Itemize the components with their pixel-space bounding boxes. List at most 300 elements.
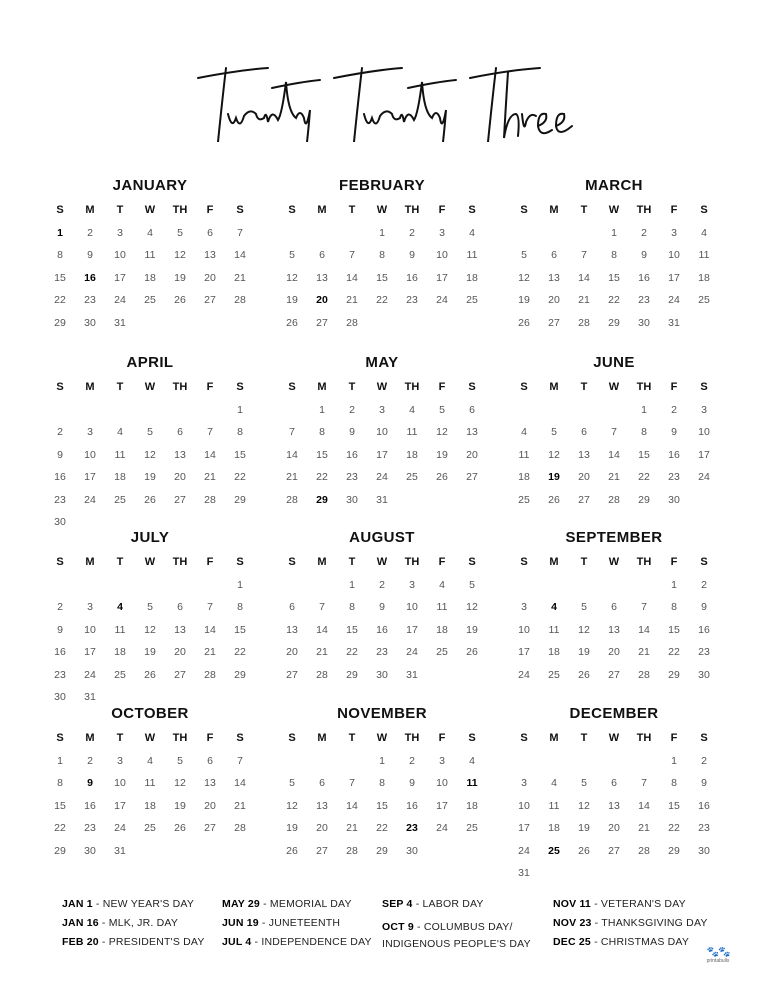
weekday-label: F — [206, 556, 214, 569]
day-cell: 1 — [379, 754, 385, 767]
day-cell: 18 — [114, 646, 126, 659]
weekday-label: S — [288, 732, 296, 745]
weekday-label: S — [56, 204, 64, 217]
day-cell: 21 — [608, 471, 620, 484]
day-cell: 18 — [144, 799, 156, 812]
week-row — [509, 641, 719, 664]
day-cell: 18 — [698, 271, 710, 284]
day-cell: 14 — [578, 271, 590, 284]
holiday-item: JUN 19 - JUNETEENTH — [222, 917, 341, 929]
holiday-day-cell: 11 — [466, 777, 478, 790]
holiday-item: OCT 9 - COLUMBUS DAY/ INDIGENOUS PEOPLE'S DAY — [382, 921, 531, 950]
week-row — [277, 840, 487, 863]
day-cell: 15 — [54, 271, 66, 284]
day-cell: 1 — [57, 754, 63, 767]
week-row — [277, 244, 487, 267]
day-cell: 14 — [204, 623, 216, 636]
day-cell: 14 — [286, 448, 298, 461]
day-cell: 4 — [551, 777, 557, 790]
week-row — [277, 664, 487, 687]
week-row — [277, 312, 487, 335]
weekday-label: T — [580, 556, 588, 569]
day-cell: 7 — [641, 777, 647, 790]
day-cell: 1 — [349, 578, 355, 591]
day-cell: 14 — [234, 249, 246, 262]
day-cell: 15 — [638, 448, 650, 461]
day-cell: 17 — [436, 799, 448, 812]
day-cell: 9 — [57, 448, 63, 461]
day-cell: 18 — [406, 448, 418, 461]
day-cell: 2 — [57, 601, 63, 614]
day-cell: 29 — [234, 668, 246, 681]
day-cell: 6 — [611, 601, 617, 614]
weekday-label: S — [520, 556, 528, 569]
day-cell: 27 — [174, 493, 186, 506]
day-cell: 3 — [701, 403, 707, 416]
weekday-header — [45, 376, 255, 399]
day-cell: 26 — [436, 471, 448, 484]
day-cell: 13 — [466, 426, 478, 439]
week-row — [509, 596, 719, 619]
day-cell: 11 — [114, 448, 126, 461]
day-cell: 1 — [237, 578, 243, 591]
day-cell: 12 — [548, 448, 560, 461]
day-cell: 30 — [376, 668, 388, 681]
day-cell: 10 — [84, 623, 96, 636]
day-cell: 2 — [87, 754, 93, 767]
day-cell: 28 — [346, 844, 358, 857]
day-cell: 16 — [698, 623, 710, 636]
day-cell: 1 — [319, 403, 325, 416]
week-row — [277, 817, 487, 840]
weekday-label: T — [116, 732, 124, 745]
weekday-label: M — [85, 381, 95, 394]
month-grid — [45, 199, 255, 334]
day-cell: 15 — [376, 271, 388, 284]
day-cell: 22 — [608, 294, 620, 307]
day-cell: 25 — [548, 668, 560, 681]
day-cell: 17 — [114, 799, 126, 812]
day-cell: 27 — [316, 316, 328, 329]
week-row — [45, 421, 255, 444]
day-cell: 22 — [376, 822, 388, 835]
weekday-header — [45, 199, 255, 222]
day-cell: 10 — [698, 426, 710, 439]
day-cell: 9 — [409, 777, 415, 790]
month-title: OCTOBER — [111, 705, 189, 722]
day-cell: 7 — [611, 426, 617, 439]
day-cell: 29 — [638, 493, 650, 506]
day-cell: 3 — [117, 226, 123, 239]
weekday-label: M — [85, 204, 95, 217]
day-cell: 23 — [54, 493, 66, 506]
day-cell: 17 — [376, 448, 388, 461]
weekday-label: TH — [172, 204, 188, 217]
day-cell: 24 — [406, 646, 418, 659]
day-cell: 22 — [638, 471, 650, 484]
weekday-label: T — [116, 381, 124, 394]
weekday-label: TH — [404, 732, 420, 745]
day-cell: 31 — [84, 691, 96, 704]
day-cell: 20 — [548, 294, 560, 307]
day-cell: 17 — [406, 623, 418, 636]
day-cell: 30 — [638, 316, 650, 329]
page-title — [0, 22, 768, 142]
day-cell: 4 — [469, 754, 475, 767]
weekday-label: W — [608, 556, 620, 569]
weekday-header — [45, 551, 255, 574]
weekday-label: F — [206, 732, 214, 745]
weekday-label: S — [520, 204, 528, 217]
holiday-item: DEC 25 - CHRISTMAS DAY — [553, 936, 690, 948]
day-cell: 24 — [114, 822, 126, 835]
day-cell: 12 — [466, 601, 478, 614]
week-row — [45, 289, 255, 312]
day-cell: 8 — [237, 601, 243, 614]
day-cell: 22 — [234, 646, 246, 659]
day-cell: 25 — [698, 294, 710, 307]
day-cell: 15 — [376, 799, 388, 812]
day-cell: 27 — [578, 493, 590, 506]
day-cell: 18 — [466, 799, 478, 812]
weekday-label: TH — [636, 381, 652, 394]
day-cell: 19 — [436, 448, 448, 461]
weekday-label: M — [317, 732, 327, 745]
day-cell: 15 — [346, 623, 358, 636]
day-cell: 21 — [346, 294, 358, 307]
day-cell: 18 — [466, 271, 478, 284]
week-row — [45, 664, 255, 687]
day-cell: 26 — [174, 294, 186, 307]
day-cell: 8 — [671, 777, 677, 790]
day-cell: 13 — [174, 448, 186, 461]
weekday-label: F — [670, 204, 678, 217]
day-cell: 26 — [286, 316, 298, 329]
weekday-header — [45, 727, 255, 750]
day-cell: 16 — [54, 471, 66, 484]
weekday-label: TH — [636, 204, 652, 217]
day-cell: 7 — [289, 426, 295, 439]
weekday-label: F — [438, 732, 446, 745]
month-grid — [509, 551, 719, 686]
day-cell: 31 — [376, 493, 388, 506]
day-cell: 29 — [234, 493, 246, 506]
day-cell: 24 — [84, 493, 96, 506]
holiday-item: NOV 23 - THANKSGIVING DAY — [553, 917, 708, 929]
day-cell: 11 — [548, 623, 560, 636]
day-cell: 12 — [144, 448, 156, 461]
day-cell: 9 — [671, 426, 677, 439]
day-cell: 15 — [234, 448, 246, 461]
weekday-header — [509, 551, 719, 574]
day-cell: 5 — [439, 403, 445, 416]
day-cell: 31 — [518, 867, 530, 880]
weekday-label: M — [317, 381, 327, 394]
week-row — [277, 267, 487, 290]
day-cell: 20 — [204, 271, 216, 284]
day-cell: 27 — [174, 668, 186, 681]
day-cell: 13 — [608, 799, 620, 812]
month-grid — [45, 376, 255, 534]
day-cell: 18 — [548, 646, 560, 659]
day-cell: 10 — [406, 601, 418, 614]
day-cell: 18 — [144, 271, 156, 284]
day-cell: 12 — [174, 777, 186, 790]
weekday-label: M — [549, 732, 559, 745]
day-cell: 3 — [87, 426, 93, 439]
day-cell: 20 — [316, 822, 328, 835]
day-cell: 14 — [346, 271, 358, 284]
week-row — [45, 817, 255, 840]
day-cell: 10 — [84, 448, 96, 461]
day-cell: 3 — [439, 754, 445, 767]
day-cell: 8 — [671, 601, 677, 614]
day-cell: 27 — [204, 294, 216, 307]
day-cell: 23 — [84, 294, 96, 307]
day-cell: 11 — [466, 249, 478, 262]
weekday-label: W — [376, 204, 388, 217]
day-cell: 3 — [409, 578, 415, 591]
day-cell: 8 — [349, 601, 355, 614]
month-title: FEBRUARY — [339, 177, 425, 194]
day-cell: 4 — [439, 578, 445, 591]
month-title: MAY — [365, 354, 399, 371]
day-cell: 25 — [144, 822, 156, 835]
month-title: APRIL — [126, 354, 174, 371]
holiday-item: SEP 4 - LABOR DAY — [382, 898, 484, 910]
day-cell: 14 — [234, 777, 246, 790]
week-row — [45, 312, 255, 335]
day-cell: 29 — [668, 844, 680, 857]
month-grid — [277, 551, 487, 686]
day-cell: 7 — [581, 249, 587, 262]
week-row — [277, 641, 487, 664]
month-grid — [509, 376, 719, 511]
weekday-label: S — [288, 204, 296, 217]
day-cell: 15 — [668, 799, 680, 812]
day-cell: 3 — [87, 601, 93, 614]
day-cell: 29 — [376, 844, 388, 857]
weekday-label: M — [549, 204, 559, 217]
weekday-label: W — [608, 381, 620, 394]
week-row — [509, 795, 719, 818]
day-cell: 31 — [406, 668, 418, 681]
day-cell: 13 — [316, 271, 328, 284]
day-cell: 6 — [177, 426, 183, 439]
day-cell: 12 — [578, 623, 590, 636]
weekday-header — [277, 551, 487, 574]
weekday-label: F — [438, 381, 446, 394]
week-row — [277, 619, 487, 642]
day-cell: 3 — [439, 226, 445, 239]
weekday-label: T — [348, 732, 356, 745]
weekday-label: TH — [172, 556, 188, 569]
day-cell: 3 — [521, 777, 527, 790]
weekday-label: F — [438, 556, 446, 569]
day-cell: 16 — [638, 271, 650, 284]
day-cell: 7 — [319, 601, 325, 614]
day-cell: 3 — [379, 403, 385, 416]
weekday-label: S — [700, 381, 708, 394]
week-row — [509, 267, 719, 290]
day-cell: 26 — [578, 668, 590, 681]
day-cell: 15 — [316, 448, 328, 461]
day-cell: 16 — [698, 799, 710, 812]
day-cell: 13 — [578, 448, 590, 461]
day-cell: 6 — [581, 426, 587, 439]
day-cell: 12 — [144, 623, 156, 636]
day-cell: 21 — [286, 471, 298, 484]
day-cell: 5 — [289, 777, 295, 790]
day-cell: 6 — [319, 777, 325, 790]
weekday-label: TH — [404, 381, 420, 394]
week-row — [277, 289, 487, 312]
weekday-label: TH — [636, 732, 652, 745]
week-row — [509, 750, 719, 773]
week-row — [509, 817, 719, 840]
day-cell: 1 — [671, 754, 677, 767]
day-cell: 5 — [551, 426, 557, 439]
week-row — [45, 489, 255, 512]
day-cell: 20 — [466, 448, 478, 461]
week-row — [277, 444, 487, 467]
day-cell: 23 — [346, 471, 358, 484]
weekday-label: S — [468, 204, 476, 217]
day-cell: 26 — [578, 844, 590, 857]
day-cell: 31 — [114, 316, 126, 329]
month-grid — [509, 727, 719, 885]
day-cell: 11 — [144, 249, 156, 262]
holiday-day-cell: 25 — [548, 844, 560, 857]
day-cell: 26 — [466, 646, 478, 659]
day-cell: 28 — [578, 316, 590, 329]
day-cell: 9 — [87, 249, 93, 262]
weekday-label: S — [56, 556, 64, 569]
weekday-label: TH — [172, 732, 188, 745]
week-row — [509, 664, 719, 687]
day-cell: 23 — [698, 822, 710, 835]
day-cell: 30 — [54, 691, 66, 704]
day-cell: 29 — [54, 316, 66, 329]
day-cell: 24 — [114, 294, 126, 307]
day-cell: 4 — [147, 226, 153, 239]
day-cell: 19 — [286, 822, 298, 835]
day-cell: 3 — [117, 754, 123, 767]
day-cell: 21 — [234, 271, 246, 284]
weekday-label: T — [348, 204, 356, 217]
holidays-column-4 — [553, 895, 708, 952]
holiday-day-cell: 19 — [548, 471, 560, 484]
holidays-column-2 — [222, 895, 372, 952]
day-cell: 5 — [147, 426, 153, 439]
day-cell: 9 — [701, 601, 707, 614]
day-cell: 2 — [57, 426, 63, 439]
week-row — [277, 596, 487, 619]
day-cell: 3 — [521, 601, 527, 614]
day-cell: 28 — [638, 668, 650, 681]
day-cell: 10 — [668, 249, 680, 262]
day-cell: 19 — [578, 822, 590, 835]
weekday-label: S — [288, 381, 296, 394]
day-cell: 30 — [346, 493, 358, 506]
week-row — [277, 750, 487, 773]
weekday-label: TH — [404, 204, 420, 217]
day-cell: 28 — [234, 822, 246, 835]
day-cell: 24 — [376, 471, 388, 484]
week-row — [509, 399, 719, 422]
day-cell: 11 — [698, 249, 710, 262]
month-title: NOVEMBER — [337, 705, 427, 722]
day-cell: 5 — [147, 601, 153, 614]
day-cell: 10 — [114, 777, 126, 790]
weekday-label: S — [236, 732, 244, 745]
day-cell: 19 — [144, 471, 156, 484]
day-cell: 25 — [114, 493, 126, 506]
month-title: DECEMBER — [569, 705, 659, 722]
day-cell: 13 — [286, 623, 298, 636]
printabulls-logo — [703, 948, 733, 964]
day-cell: 5 — [581, 777, 587, 790]
day-cell: 6 — [177, 601, 183, 614]
day-cell: 28 — [346, 316, 358, 329]
weekday-label: T — [348, 556, 356, 569]
week-row — [45, 750, 255, 773]
weekday-label: W — [144, 204, 156, 217]
day-cell: 30 — [668, 493, 680, 506]
day-cell: 25 — [436, 646, 448, 659]
weekday-label: TH — [404, 556, 420, 569]
day-cell: 22 — [54, 822, 66, 835]
week-row — [509, 466, 719, 489]
day-cell: 22 — [668, 822, 680, 835]
week-row — [509, 244, 719, 267]
day-cell: 27 — [466, 471, 478, 484]
day-cell: 5 — [581, 601, 587, 614]
day-cell: 9 — [379, 601, 385, 614]
day-cell: 21 — [234, 799, 246, 812]
day-cell: 6 — [611, 777, 617, 790]
weekday-label: S — [468, 381, 476, 394]
day-cell: 27 — [286, 668, 298, 681]
day-cell: 12 — [436, 426, 448, 439]
day-cell: 4 — [147, 754, 153, 767]
weekday-label: T — [116, 556, 124, 569]
day-cell: 23 — [406, 294, 418, 307]
weekday-label: S — [468, 556, 476, 569]
weekday-label: F — [670, 381, 678, 394]
bulldog-logo-icon: 🐾🐾 — [706, 947, 730, 958]
day-cell: 2 — [379, 578, 385, 591]
week-row — [277, 222, 487, 245]
day-cell: 29 — [346, 668, 358, 681]
day-cell: 25 — [114, 668, 126, 681]
weekday-label: S — [520, 381, 528, 394]
weekday-label: S — [700, 732, 708, 745]
day-cell: 12 — [578, 799, 590, 812]
day-cell: 27 — [548, 316, 560, 329]
day-cell: 6 — [207, 754, 213, 767]
day-cell: 15 — [608, 271, 620, 284]
day-cell: 14 — [638, 623, 650, 636]
day-cell: 6 — [551, 249, 557, 262]
week-row — [45, 619, 255, 642]
week-row — [509, 289, 719, 312]
day-cell: 23 — [376, 646, 388, 659]
day-cell: 16 — [376, 623, 388, 636]
holidays-column-3 — [382, 895, 531, 952]
day-cell: 16 — [668, 448, 680, 461]
day-cell: 12 — [174, 249, 186, 262]
